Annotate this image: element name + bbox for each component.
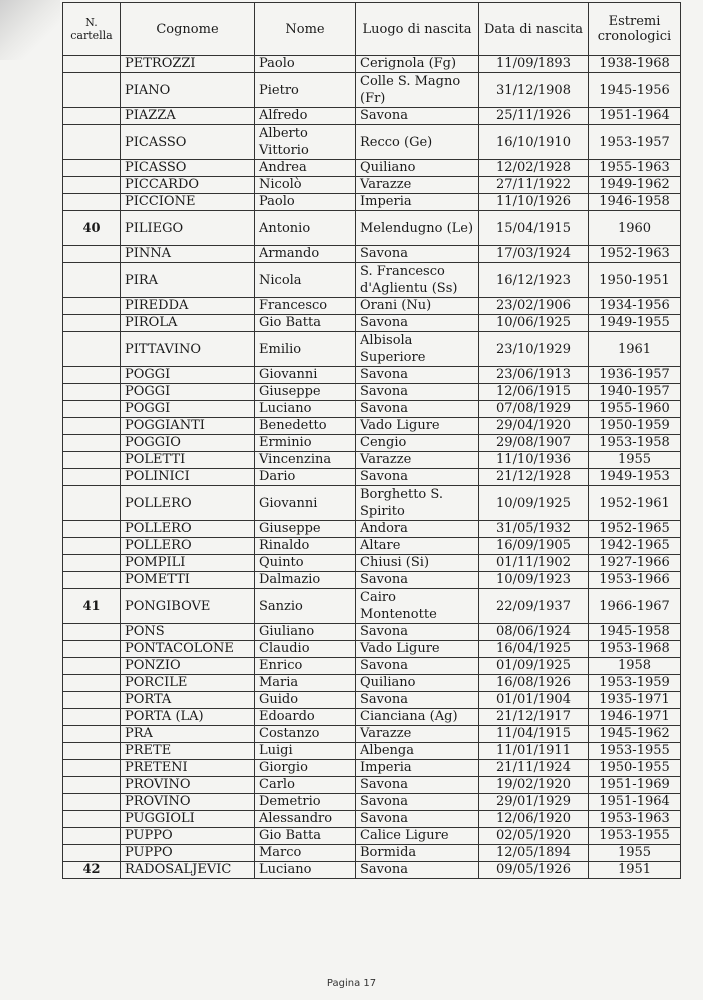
table-row: [63, 73, 681, 108]
cell-cognome: PIAZZA: [121, 108, 255, 125]
cell-cartella: [63, 794, 121, 811]
cell-estremi: 1953-1957: [589, 125, 681, 160]
cell-luogo: Albenga: [356, 743, 479, 760]
cell-cognome: PIROLA: [121, 315, 255, 332]
cell-nome: Maria: [255, 675, 356, 692]
cell-cognome: PILIEGO: [121, 211, 255, 246]
cell-estremi: 1953-1963: [589, 811, 681, 828]
cell-luogo: Andora: [356, 521, 479, 538]
table-row: [63, 521, 681, 538]
cell-luogo: Melendugno (Le): [356, 211, 479, 246]
cell-luogo: Orani (Nu): [356, 298, 479, 315]
cell-estremi: 1950-1959: [589, 418, 681, 435]
cell-luogo: Cerignola (Fg): [356, 56, 479, 73]
cell-estremi: 1934-1956: [589, 298, 681, 315]
cell-cognome: PITTAVINO: [121, 332, 255, 367]
cell-data: 16/09/1905: [479, 538, 589, 555]
table-row: [63, 624, 681, 641]
cell-luogo: Quiliano: [356, 675, 479, 692]
cell-nome: Guido: [255, 692, 356, 709]
header-data: Data di nascita: [479, 3, 589, 56]
table-row: [63, 194, 681, 211]
cell-estremi: 1955-1963: [589, 160, 681, 177]
cell-data: 01/09/1925: [479, 658, 589, 675]
cell-nome: Giuliano: [255, 624, 356, 641]
cell-estremi: 1946-1971: [589, 709, 681, 726]
cell-estremi: 1955-1960: [589, 401, 681, 418]
cell-cognome: POGGIO: [121, 435, 255, 452]
cell-estremi: 1951: [589, 862, 681, 879]
cell-nome: Sanzio: [255, 589, 356, 624]
cell-data: 11/01/1911: [479, 743, 589, 760]
cell-estremi: 1952-1961: [589, 486, 681, 521]
cell-luogo: Savona: [356, 315, 479, 332]
table-row: [63, 177, 681, 194]
cell-cartella: [63, 486, 121, 521]
table-row: [63, 384, 681, 401]
cell-cognome: POGGI: [121, 401, 255, 418]
cell-cartella: [63, 760, 121, 777]
cell-estremi: 1953-1958: [589, 435, 681, 452]
cell-nome: Alessandro: [255, 811, 356, 828]
header-cognome: Cognome: [121, 3, 255, 56]
cell-nome: Carlo: [255, 777, 356, 794]
cell-nome: Marco: [255, 845, 356, 862]
cell-luogo: Savona: [356, 401, 479, 418]
cell-cognome: POGGI: [121, 367, 255, 384]
cell-luogo: Cianciana (Ag): [356, 709, 479, 726]
cell-cartella: [63, 469, 121, 486]
cell-nome: Quinto: [255, 555, 356, 572]
cell-luogo: Imperia: [356, 760, 479, 777]
table-row: [63, 589, 681, 624]
cell-data: 12/05/1894: [479, 845, 589, 862]
header-luogo: Luogo di nascita: [356, 3, 479, 56]
cell-luogo: Borghetto S. Spirito: [356, 486, 479, 521]
table-row: [63, 332, 681, 367]
header-estremi: Estremi cronologici: [589, 3, 681, 56]
cell-luogo: Quiliano: [356, 160, 479, 177]
cell-data: 17/03/1924: [479, 246, 589, 263]
cell-cognome: RADOSALJEVIC: [121, 862, 255, 879]
cell-luogo: Savona: [356, 692, 479, 709]
cell-nome: Antonio: [255, 211, 356, 246]
cell-nome: Edoardo: [255, 709, 356, 726]
cell-nome: Giorgio: [255, 760, 356, 777]
cell-luogo: Bormida: [356, 845, 479, 862]
cell-cognome: POMPILI: [121, 555, 255, 572]
cell-cartella: [63, 56, 121, 73]
cell-cartella: [63, 777, 121, 794]
table-row: [63, 452, 681, 469]
cell-luogo: Vado Ligure: [356, 641, 479, 658]
cell-data: 21/12/1917: [479, 709, 589, 726]
cell-cartella: [63, 384, 121, 401]
cell-cognome: POLLERO: [121, 521, 255, 538]
table-row: [63, 692, 681, 709]
cell-data: 15/04/1915: [479, 211, 589, 246]
table-row: [63, 469, 681, 486]
records-table: [62, 2, 681, 879]
cell-cognome: PUPPO: [121, 828, 255, 845]
cell-cartella: [63, 624, 121, 641]
cell-estremi: 1945-1958: [589, 624, 681, 641]
cell-luogo: Savona: [356, 572, 479, 589]
cell-cartella: [63, 160, 121, 177]
cell-nome: Luciano: [255, 401, 356, 418]
cell-data: 16/08/1926: [479, 675, 589, 692]
cell-cartella: [63, 367, 121, 384]
cell-cartella: [63, 435, 121, 452]
cell-luogo: Cengio: [356, 435, 479, 452]
cell-estremi: 1951-1969: [589, 777, 681, 794]
cell-estremi: 1936-1957: [589, 367, 681, 384]
cell-cartella: [63, 692, 121, 709]
cell-luogo: Savona: [356, 794, 479, 811]
table-row: [63, 263, 681, 298]
cell-nome: Rinaldo: [255, 538, 356, 555]
cell-estremi: 1953-1959: [589, 675, 681, 692]
cell-cognome: PONZIO: [121, 658, 255, 675]
cell-data: 23/02/1906: [479, 298, 589, 315]
cell-estremi: 1952-1963: [589, 246, 681, 263]
cell-luogo: Savona: [356, 658, 479, 675]
table-row: [63, 367, 681, 384]
cell-estremi: 1958: [589, 658, 681, 675]
cell-cartella: [63, 418, 121, 435]
cell-cognome: PIREDDA: [121, 298, 255, 315]
cell-luogo: S. Francesco d'Aglientu (Ss): [356, 263, 479, 298]
table-row: [63, 108, 681, 125]
cell-nome: Emilio: [255, 332, 356, 367]
cell-data: 19/02/1920: [479, 777, 589, 794]
cell-luogo: Savona: [356, 246, 479, 263]
cell-cognome: PRA: [121, 726, 255, 743]
page-number: Pagina 17: [326, 978, 377, 989]
cell-nome: Gio Batta: [255, 315, 356, 332]
cell-cognome: POGGIANTI: [121, 418, 255, 435]
cell-estremi: 1961: [589, 332, 681, 367]
cell-luogo: Varazze: [356, 452, 479, 469]
cell-nome: Paolo: [255, 56, 356, 73]
cell-nome: Vincenzina: [255, 452, 356, 469]
cell-estremi: 1950-1951: [589, 263, 681, 298]
cell-luogo: Imperia: [356, 194, 479, 211]
cell-cartella: [63, 108, 121, 125]
cell-data: 11/09/1893: [479, 56, 589, 73]
cell-nome: Pietro: [255, 73, 356, 108]
cell-estremi: 1945-1962: [589, 726, 681, 743]
cell-estremi: 1953-1955: [589, 743, 681, 760]
cell-cartella: [63, 246, 121, 263]
cell-luogo: Savona: [356, 811, 479, 828]
cell-luogo: Savona: [356, 624, 479, 641]
cell-nome: Dario: [255, 469, 356, 486]
cell-data: 31/05/1932: [479, 521, 589, 538]
cell-cognome: POLINICI: [121, 469, 255, 486]
cell-luogo: Savona: [356, 862, 479, 879]
cell-nome: Andrea: [255, 160, 356, 177]
cell-luogo: Calice Ligure: [356, 828, 479, 845]
cell-nome: Alfredo: [255, 108, 356, 125]
cell-nome: Demetrio: [255, 794, 356, 811]
cell-data: 16/10/1910: [479, 125, 589, 160]
table-row: [63, 726, 681, 743]
cell-cartella: [63, 315, 121, 332]
table-row: [63, 794, 681, 811]
cell-nome: Claudio: [255, 641, 356, 658]
cell-data: 29/08/1907: [479, 435, 589, 452]
cell-cognome: PRETE: [121, 743, 255, 760]
cell-nome: Nicolò: [255, 177, 356, 194]
cell-estremi: 1953-1955: [589, 828, 681, 845]
cell-nome: Armando: [255, 246, 356, 263]
cell-cartella: [63, 828, 121, 845]
cell-luogo: Savona: [356, 367, 479, 384]
cell-cartella: [63, 726, 121, 743]
cell-estremi: 1953-1968: [589, 641, 681, 658]
cell-cartella: [63, 298, 121, 315]
cell-estremi: 1953-1966: [589, 572, 681, 589]
cell-data: 02/05/1920: [479, 828, 589, 845]
cell-cartella: [63, 572, 121, 589]
table-row: [63, 486, 681, 521]
cell-data: 01/11/1902: [479, 555, 589, 572]
cell-cartella: [63, 332, 121, 367]
cell-data: 23/06/1913: [479, 367, 589, 384]
table-body: [63, 56, 681, 879]
cell-cognome: PETROZZI: [121, 56, 255, 73]
cell-cognome: POMETTI: [121, 572, 255, 589]
cell-data: 29/01/1929: [479, 794, 589, 811]
table-row: [63, 572, 681, 589]
cell-nome: Gio Batta: [255, 828, 356, 845]
cell-data: 10/09/1923: [479, 572, 589, 589]
cell-nome: Benedetto: [255, 418, 356, 435]
cell-cognome: PROVINO: [121, 777, 255, 794]
cell-cognome: PORTA (LA): [121, 709, 255, 726]
table-row: [63, 418, 681, 435]
cell-estremi: 1949-1955: [589, 315, 681, 332]
table-row: [63, 811, 681, 828]
cell-estremi: 1940-1957: [589, 384, 681, 401]
table-row: [63, 828, 681, 845]
cell-cartella: [63, 658, 121, 675]
cell-nome: Costanzo: [255, 726, 356, 743]
table-row: [63, 675, 681, 692]
cell-data: 09/05/1926: [479, 862, 589, 879]
cell-cognome: POGGI: [121, 384, 255, 401]
cell-cartella: [63, 811, 121, 828]
cell-cognome: PIRA: [121, 263, 255, 298]
cell-cognome: PICASSO: [121, 125, 255, 160]
cell-cognome: POLLERO: [121, 486, 255, 521]
cell-cartella: [63, 177, 121, 194]
cell-data: 10/06/1925: [479, 315, 589, 332]
cell-data: 25/11/1926: [479, 108, 589, 125]
cell-data: 11/04/1915: [479, 726, 589, 743]
cell-luogo: Savona: [356, 777, 479, 794]
cell-luogo: Cairo Montenotte: [356, 589, 479, 624]
cell-nome: Nicola: [255, 263, 356, 298]
table-row: [63, 298, 681, 315]
cell-luogo: Savona: [356, 384, 479, 401]
table-row: [63, 56, 681, 73]
cell-cartella: [63, 125, 121, 160]
cell-data: 12/02/1928: [479, 160, 589, 177]
cell-cognome: PICCIONE: [121, 194, 255, 211]
cell-data: 16/12/1923: [479, 263, 589, 298]
cell-luogo: Altare: [356, 538, 479, 555]
cell-nome: Enrico: [255, 658, 356, 675]
cell-estremi: 1955: [589, 845, 681, 862]
cell-cognome: PORTA: [121, 692, 255, 709]
cell-luogo: Recco (Ge): [356, 125, 479, 160]
cell-luogo: Chiusi (Si): [356, 555, 479, 572]
table-row: [63, 211, 681, 246]
table-header: [63, 3, 681, 56]
cell-estremi: 1949-1962: [589, 177, 681, 194]
cell-data: 10/09/1925: [479, 486, 589, 521]
cell-cartella: [63, 521, 121, 538]
cell-cartella: [63, 709, 121, 726]
cell-cartella: 41: [63, 589, 121, 624]
table-row: [63, 401, 681, 418]
cell-estremi: 1951-1964: [589, 108, 681, 125]
cell-estremi: 1950-1955: [589, 760, 681, 777]
cell-nome: Giuseppe: [255, 521, 356, 538]
cell-estremi: 1935-1971: [589, 692, 681, 709]
cell-estremi: 1945-1956: [589, 73, 681, 108]
cell-cognome: PROVINO: [121, 794, 255, 811]
table-row: [63, 743, 681, 760]
cell-data: 16/04/1925: [479, 641, 589, 658]
table-row: [63, 538, 681, 555]
cell-estremi: 1946-1958: [589, 194, 681, 211]
cell-nome: Paolo: [255, 194, 356, 211]
cell-estremi: 1966-1967: [589, 589, 681, 624]
cell-cartella: [63, 555, 121, 572]
cell-luogo: Colle S. Magno (Fr): [356, 73, 479, 108]
cell-data: 21/11/1924: [479, 760, 589, 777]
cell-cartella: [63, 538, 121, 555]
cell-cartella: [63, 641, 121, 658]
cell-data: 27/11/1922: [479, 177, 589, 194]
cell-estremi: 1942-1965: [589, 538, 681, 555]
table-row: [63, 315, 681, 332]
table-row: [63, 435, 681, 452]
cell-cartella: [63, 452, 121, 469]
cell-cognome: PRETENI: [121, 760, 255, 777]
cell-estremi: 1960: [589, 211, 681, 246]
cell-estremi: 1949-1953: [589, 469, 681, 486]
cell-nome: Francesco: [255, 298, 356, 315]
cell-cognome: PONTACOLONE: [121, 641, 255, 658]
cell-luogo: Savona: [356, 108, 479, 125]
cell-nome: Alberto Vittorio: [255, 125, 356, 160]
cell-cognome: PIANO: [121, 73, 255, 108]
cell-cartella: [63, 845, 121, 862]
table-row: [63, 246, 681, 263]
table-row: [63, 709, 681, 726]
cell-estremi: 1955: [589, 452, 681, 469]
cell-estremi: 1952-1965: [589, 521, 681, 538]
cell-cartella: [63, 675, 121, 692]
cell-cognome: POLLERO: [121, 538, 255, 555]
cell-cartella: [63, 73, 121, 108]
cell-data: 08/06/1924: [479, 624, 589, 641]
page-shadow: [0, 0, 60, 60]
cell-luogo: Varazze: [356, 726, 479, 743]
cell-cognome: PINNA: [121, 246, 255, 263]
cell-cognome: POLETTI: [121, 452, 255, 469]
cell-nome: Dalmazio: [255, 572, 356, 589]
cell-cognome: PICCARDO: [121, 177, 255, 194]
cell-data: 11/10/1926: [479, 194, 589, 211]
header-nome: Nome: [255, 3, 356, 56]
cell-cognome: PORCILE: [121, 675, 255, 692]
table-row: [63, 845, 681, 862]
cell-data: 01/01/1904: [479, 692, 589, 709]
table-row: [63, 658, 681, 675]
cell-cartella: [63, 263, 121, 298]
cell-cartella: [63, 194, 121, 211]
cell-luogo: Vado Ligure: [356, 418, 479, 435]
cell-cognome: PONGIBOVE: [121, 589, 255, 624]
cell-cognome: PUGGIOLI: [121, 811, 255, 828]
cell-data: 12/06/1915: [479, 384, 589, 401]
cell-cartella: 42: [63, 862, 121, 879]
cell-data: 12/06/1920: [479, 811, 589, 828]
table-row: [63, 862, 681, 879]
cell-estremi: 1951-1964: [589, 794, 681, 811]
cell-data: 21/12/1928: [479, 469, 589, 486]
cell-data: 31/12/1908: [479, 73, 589, 108]
cell-cartella: [63, 743, 121, 760]
cell-luogo: Albisola Superiore: [356, 332, 479, 367]
cell-cartella: [63, 401, 121, 418]
cell-data: 23/10/1929: [479, 332, 589, 367]
cell-nome: Giuseppe: [255, 384, 356, 401]
cell-nome: Giovanni: [255, 486, 356, 521]
cell-nome: Luciano: [255, 862, 356, 879]
cell-nome: Luigi: [255, 743, 356, 760]
cell-cognome: PUPPO: [121, 845, 255, 862]
cell-nome: Giovanni: [255, 367, 356, 384]
table-row: [63, 160, 681, 177]
cell-luogo: Varazze: [356, 177, 479, 194]
cell-data: 07/08/1929: [479, 401, 589, 418]
table-row: [63, 777, 681, 794]
table-row: [63, 555, 681, 572]
cell-data: 11/10/1936: [479, 452, 589, 469]
cell-cartella: 40: [63, 211, 121, 246]
table-row: [63, 125, 681, 160]
cell-data: 22/09/1937: [479, 589, 589, 624]
table-row: [63, 641, 681, 658]
cell-cognome: PICASSO: [121, 160, 255, 177]
cell-estremi: 1938-1968: [589, 56, 681, 73]
cell-luogo: Savona: [356, 469, 479, 486]
header-cartella: N. cartella: [63, 3, 121, 56]
cell-data: 29/04/1920: [479, 418, 589, 435]
cell-nome: Erminio: [255, 435, 356, 452]
cell-estremi: 1927-1966: [589, 555, 681, 572]
cell-cognome: PONS: [121, 624, 255, 641]
table-row: [63, 760, 681, 777]
